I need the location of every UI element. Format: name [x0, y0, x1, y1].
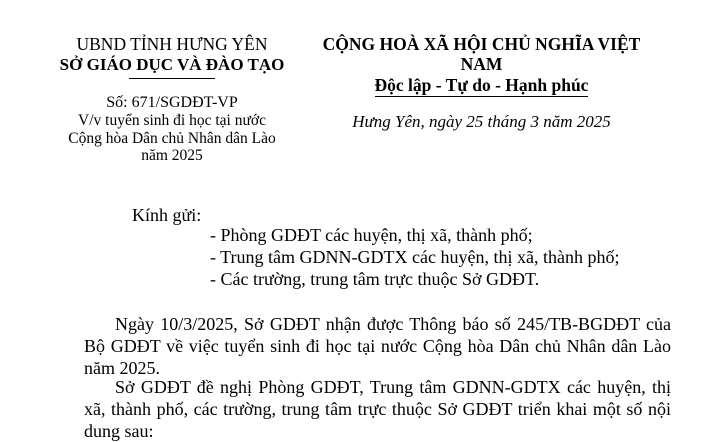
- national-motto: Độc lập - Tự do - Hạnh phúc: [374, 75, 589, 95]
- recipient-item: - Các trường, trung tâm trực thuộc Sở GDĐT.: [210, 269, 540, 289]
- place-and-date: Hưng Yên, ngày 25 tháng 3 năm 2025: [352, 112, 611, 131]
- salutation: Kính gửi:: [132, 205, 202, 225]
- agency-underline: [129, 78, 215, 79]
- recipient-list: [210, 224, 619, 290]
- recipient-item: - Phòng GDĐT các huyện, thị xã, thành phố;: [210, 225, 533, 245]
- document-number: Số: 671/SGDĐT-VP: [106, 94, 238, 111]
- body-paragraph: Ngày 10/3/2025, Sở GDĐT nhận được Thông báo số 245/TB-BGDĐT của Bộ GDĐT về việc tuyển sinh đi học tại nước Cộng hòa Dân chủ Nhân dân Lào năm 2025.: [84, 314, 671, 378]
- body-paragraph: Sở GDĐT đề nghị Phòng GDĐT, Trung tâm GDNN-GDTX các huyện, thị xã, thành phố, các trường, trung tâm trực thuộc Sở GDĐT triển khai một số nội dung sau:: [84, 377, 671, 441]
- issuing-agency: SỞ GIÁO DỤC VÀ ĐÀO TẠO: [59, 55, 285, 74]
- document-subject-line-3: năm 2025: [141, 147, 203, 164]
- national-title: CỘNG HOÀ XÃ HỘI CHỦ NGHĨA VIỆT NAM: [322, 34, 641, 74]
- document-subject-line-1: V/v tuyển sinh đi học tại nước: [78, 112, 266, 129]
- issuing-agency-block: [44, 34, 300, 165]
- national-header-block: [300, 34, 663, 132]
- recipient-item: - Trung tâm GDNN-GDTX các huyện, thị xã, thành phố;: [210, 247, 620, 267]
- parent-agency: UBND TỈNH HƯNG YÊN: [76, 34, 268, 54]
- document-subject-line-2: Cộng hòa Dân chủ Nhân dân Lào: [68, 129, 276, 147]
